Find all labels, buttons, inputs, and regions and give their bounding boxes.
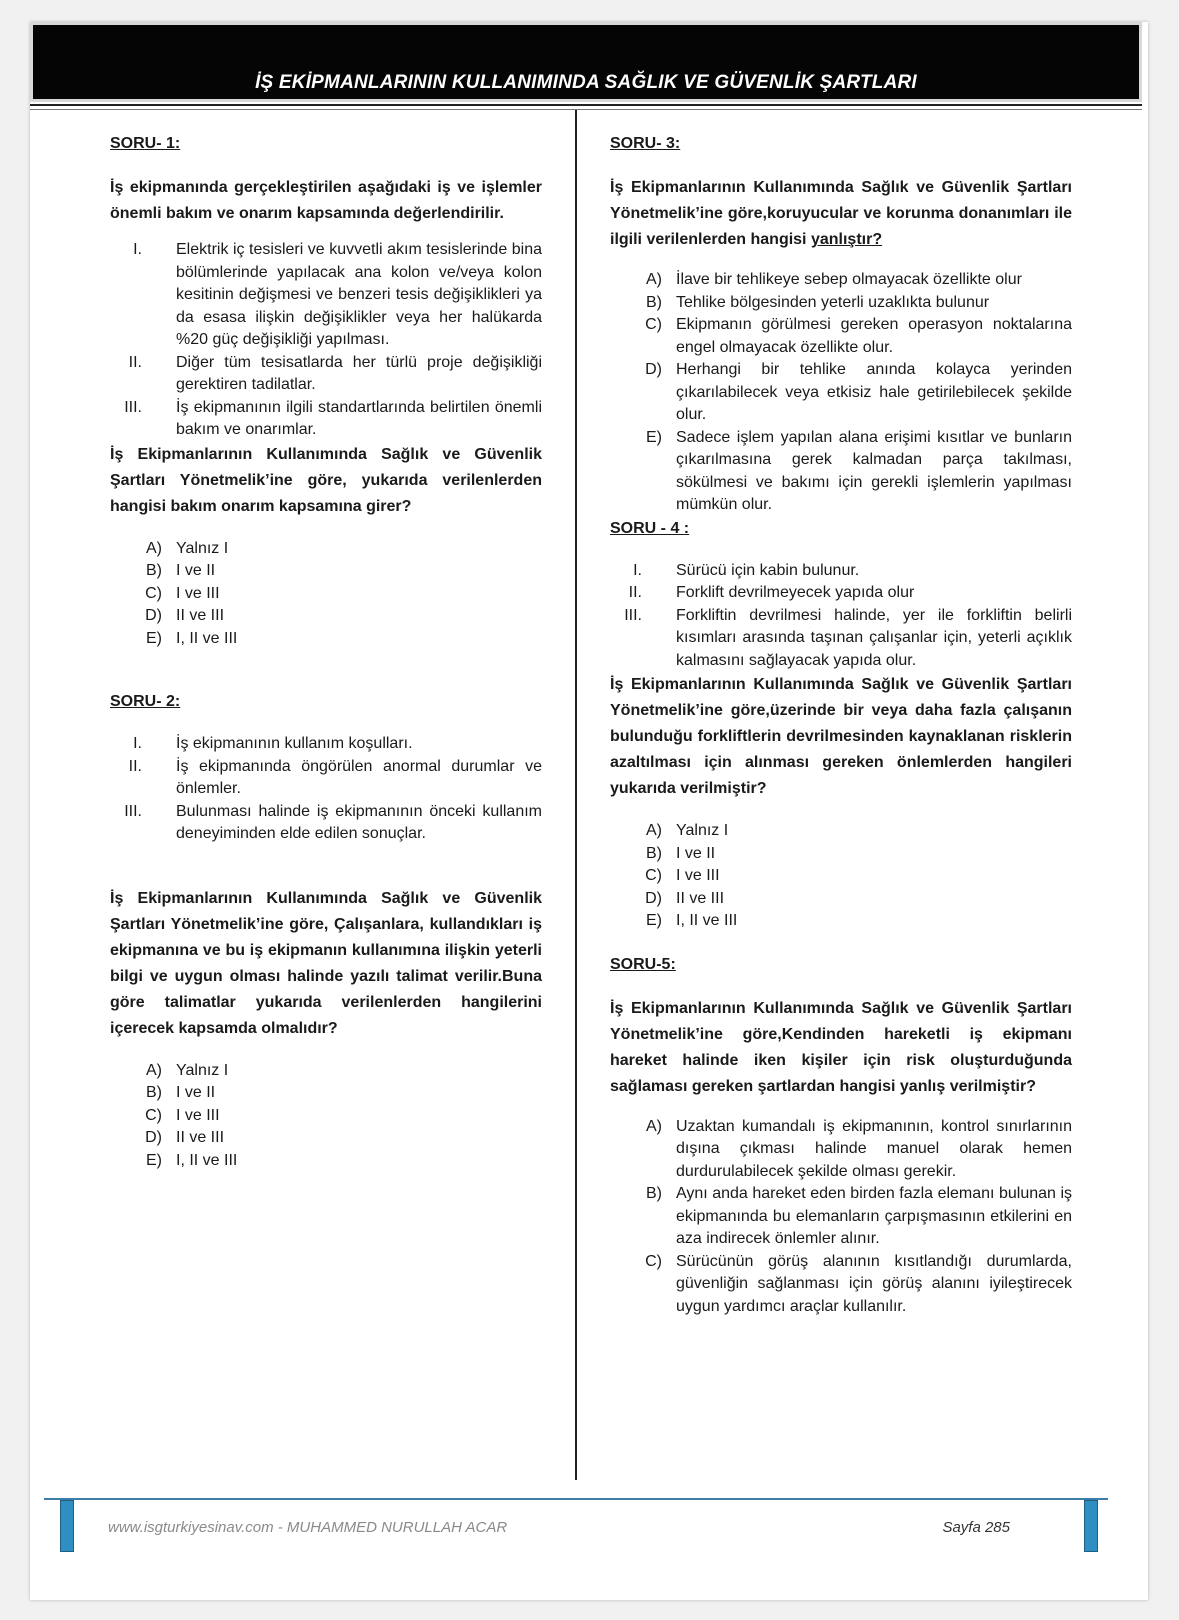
answer-option <box>110 1082 542 1105</box>
right-column <box>610 132 1072 1318</box>
header-bar <box>30 22 1142 102</box>
option-text: Uzaktan kumandalı iş ekipmanının, kontrol sınırlarının dışına çıkması halinde manuel olarak hemen durdurulabilecek şekilde olması gerekir. <box>676 1117 1072 1180</box>
item-number: I. <box>133 241 142 258</box>
option-text: Sürücünün görüş alanının kısıtlandığı durumlarda, güvenliğin sağlanması için görüş alanını iyileştirecek uygun yardımcı araçlar kullanılır. <box>676 1252 1072 1315</box>
answer-option <box>610 910 1072 933</box>
question-1-text: İş Ekipmanlarının Kullanımında Sağlık ve Güvenlik Şartları Yönetmelik’ine göre, yukarıda verilenlerden hangisi bakım onarım kapsamına girer? <box>110 445 542 515</box>
question-4-item <box>610 582 1072 605</box>
option-text: Ekipmanın görülmesi gereken operasyon noktalarına engel olmayacak özellikte olur. <box>676 316 1072 356</box>
option-letter: D) <box>645 889 662 907</box>
item-number: II. <box>128 353 142 371</box>
option-letter: B) <box>146 562 162 579</box>
question-2-text: İş Ekipmanlarının Kullanımında Sağlık ve Güvenlik Şartları Yönetmelik’ine göre, Çalışanlara, kullandıkları iş ekipmanına ve bu iş ekipmanın kullanımına ilişkin yeterli bilgi ve uygun olması halinde yazılı talimat verilir.Buna göre talimatlar yukarıda verilenlerden hangilerini içerecek kapsamda olmalıdır? <box>110 889 542 1037</box>
question-3-text <box>610 175 1072 253</box>
answer-option <box>610 292 1072 315</box>
question-1-heading: SORU- 1: <box>110 135 181 152</box>
option-letter: E) <box>146 629 162 647</box>
question-5-heading: SORU-5: <box>610 955 676 973</box>
option-letter: D) <box>145 607 162 624</box>
option-text: I ve III <box>176 584 220 602</box>
option-letter: E) <box>646 912 662 929</box>
answer-option <box>110 560 542 583</box>
option-letter: E) <box>646 428 662 446</box>
option-text: İlave bir tehlikeye sebep olmayacak özellikte olur <box>676 271 1022 288</box>
item-text: İş ekipmanının ilgili standartlarında belirtilen önemli bakım ve onarımlar. <box>176 398 542 438</box>
item-text: İş ekipmanının kullanım koşulları. <box>176 735 413 752</box>
answer-option <box>610 269 1072 292</box>
option-text: I, II ve III <box>176 1151 238 1169</box>
option-text: II ve III <box>176 1129 225 1146</box>
item-number: I. <box>133 735 142 752</box>
option-letter: A) <box>646 271 662 288</box>
item-number: III. <box>124 802 142 820</box>
option-text: Herhangi bir tehlike anında kolayca yerinden çıkarılabilecek veya etkisiz hale getirilebilecek şekilde olur. <box>676 361 1072 423</box>
question-4-item <box>610 605 1072 673</box>
option-letter: C) <box>645 867 662 884</box>
header-rule-thin <box>30 109 1142 110</box>
answer-option <box>110 538 542 561</box>
item-number: III. <box>124 398 142 416</box>
question-4-item <box>610 560 1072 583</box>
question-5-text: İş Ekipmanlarının Kullanımında Sağlık ve Güvenlik Şartları Yönetmelik’ine göre,Kendinden hareketli iş ekipmanı hareket halinde iken kişiler için risk oluşturduğunda sağlaması gereken şartlardan hangisi yanlış verilmiştir? <box>610 999 1072 1095</box>
option-text: Yalnız I <box>176 1061 229 1079</box>
option-letter: E) <box>146 1151 162 1169</box>
item-number: I. <box>633 561 642 579</box>
option-text: I ve III <box>176 1106 220 1124</box>
answer-option <box>110 1127 542 1150</box>
option-letter: D) <box>145 1129 162 1146</box>
option-text: I ve II <box>176 1084 216 1101</box>
option-letter: A) <box>146 1061 162 1079</box>
option-text: I ve II <box>676 844 716 862</box>
option-letter: C) <box>145 584 162 602</box>
option-letter: B) <box>146 1084 162 1101</box>
question-1-item <box>110 239 542 352</box>
answer-option <box>610 820 1072 843</box>
page-title: İŞ EKİPMANLARININ KULLANIMINDA SAĞLIK VE GÜVENLİK ŞARTLARI <box>255 72 917 93</box>
answer-option <box>110 583 542 606</box>
question-1-intro: İş ekipmanında gerçekleştirilen aşağıdaki iş ve işlemler önemli bakım ve onarım kapsamında değerlendirilir. <box>110 179 542 222</box>
item-text: Bulunması halinde iş ekipmanının önceki kullanım deneyiminden elde edilen sonuçlar. <box>176 802 542 842</box>
option-text: Tehlike bölgesinden yeterli uzaklıkta bulunur <box>676 293 990 311</box>
question-4-heading: SORU - 4 : <box>610 519 690 537</box>
answer-option <box>110 628 542 651</box>
option-text: II ve III <box>676 889 725 907</box>
question-2-item <box>110 801 542 846</box>
question-1-item <box>110 397 542 442</box>
item-text: Diğer tüm tesisatlarda her türlü proje değişikliği gerektiren tadilatlar. <box>176 353 542 393</box>
option-text: I, II ve III <box>676 912 738 929</box>
document-page <box>30 22 1148 1600</box>
option-text: Sadece işlem yapılan alana erişimi kısıtlar ve bunların çıkarılmasına gerek kalmadan parça takılması, sökülmesi ve bakımı için gerekli işlemlerin yapılması mümkün olur. <box>676 428 1072 513</box>
item-text: Forklift devrilmeyecek yapıda olur <box>676 584 915 601</box>
page-number: Sayfa 285 <box>942 1519 1010 1536</box>
option-text: I ve II <box>176 562 216 579</box>
question-2-heading: SORU- 2: <box>110 693 181 710</box>
answer-option <box>610 1116 1072 1184</box>
option-letter: C) <box>145 1106 162 1124</box>
option-letter: D) <box>645 361 662 378</box>
footer-accent-left <box>60 1500 74 1552</box>
option-text: I, II ve III <box>176 629 238 647</box>
answer-option <box>610 427 1072 517</box>
answer-option <box>610 888 1072 911</box>
option-text: II ve III <box>176 607 225 624</box>
answer-option <box>110 1105 542 1128</box>
answer-option <box>110 1150 542 1173</box>
item-number: II. <box>128 757 142 775</box>
answer-option <box>610 359 1072 427</box>
option-text: Yalnız I <box>676 822 729 839</box>
answer-option <box>610 1183 1072 1251</box>
option-letter: B) <box>646 844 662 862</box>
column-divider <box>575 110 577 1480</box>
item-text: Elektrik iç tesisleri ve kuvvetli akım tesislerinde bina bölümlerinde yapılacak ana kolon ve/veya kolon kesitinin değişmesi ve benzeri tesis değişiklikleri ya da esasa ilişkin değişiklikler veya her halükarda %20 güç değişikliği yapılması. <box>176 241 542 348</box>
question-4-text: İş Ekipmanlarının Kullanımında Sağlık ve Güvenlik Şartları Yönetmelik’ine göre,üzerinde bir veya daha fazla çalışanın bulunduğu forkliftlerin devrilmesinden kaynaklanan risklerin azaltılması için alınması gereken önlemlerden hangileri yukarıda verilmiştir? <box>610 676 1072 797</box>
question-3-emphasis: yanlıştır? <box>810 231 883 248</box>
left-column <box>110 132 542 1172</box>
option-text: Aynı anda hareket eden birden fazla elemanı bulunan iş ekipmanında bu elemanların çarpışmasının etkilerini en aza indirecek önlemler alınır. <box>676 1185 1072 1247</box>
option-letter: B) <box>646 1185 662 1202</box>
option-text: I ve III <box>676 867 720 884</box>
question-2-item <box>110 733 542 756</box>
answer-option <box>110 605 542 628</box>
item-number: III. <box>624 606 642 624</box>
option-letter: C) <box>645 1252 662 1270</box>
answer-option <box>110 1060 542 1083</box>
option-letter: A) <box>646 1117 662 1135</box>
footer-rule <box>44 1498 1108 1500</box>
option-letter: A) <box>646 822 662 839</box>
item-text: Forkliftin devrilmesi halinde, yer ile forkliftin belirli kısımları arasında taşınan çalışanlar için, yeterli açıklık kalmasını sağlayacak yapıda olur. <box>676 606 1072 669</box>
question-3-heading: SORU- 3: <box>610 135 681 152</box>
question-3-text-main: İş Ekipmanlarının Kullanımında Sağlık ve Güvenlik Şartları Yönetmelik’ine göre,koruyucular ve korunma donanımları ile ilgili verilenlerden hangisi <box>610 179 1072 248</box>
answer-option <box>610 314 1072 359</box>
answer-option <box>610 1251 1072 1319</box>
footer-accent-right <box>1084 1500 1098 1552</box>
item-text: İş ekipmanında öngörülen anormal durumlar ve önlemler. <box>176 757 542 797</box>
option-text: Yalnız I <box>176 539 229 557</box>
option-letter: A) <box>146 539 162 557</box>
footer-website-author: www.isgturkiyesinav.com - MUHAMMED NURULLAH ACAR <box>108 1519 508 1536</box>
header-rule <box>30 104 1142 106</box>
question-1-item <box>110 352 542 397</box>
answer-option <box>610 843 1072 866</box>
question-2-item <box>110 756 542 801</box>
option-letter: C) <box>645 316 662 333</box>
option-letter: B) <box>646 293 662 311</box>
item-text: Sürücü için kabin bulunur. <box>676 561 860 579</box>
item-number: II. <box>628 584 642 601</box>
answer-option <box>610 865 1072 888</box>
